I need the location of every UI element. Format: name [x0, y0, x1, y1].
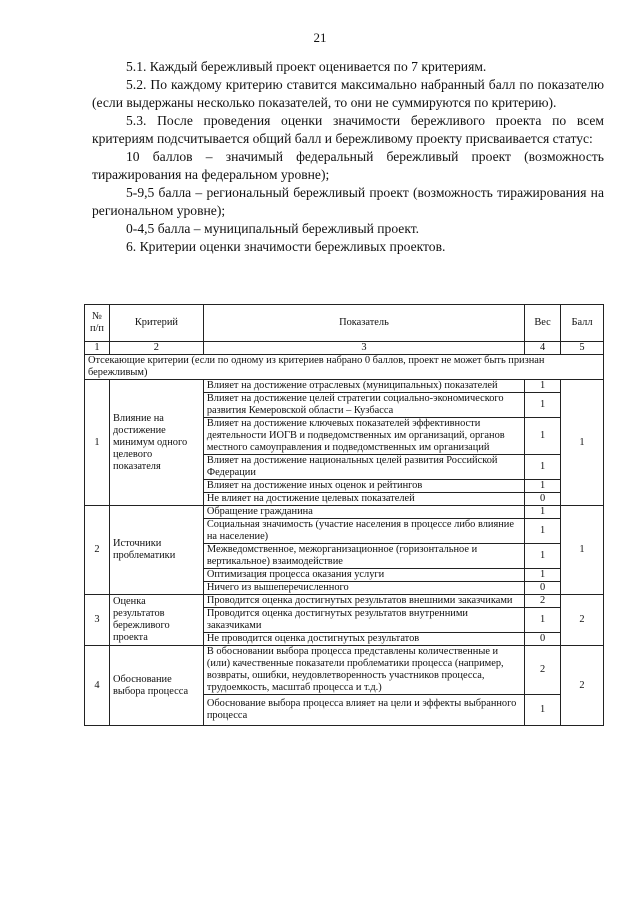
column-number: 4	[525, 342, 561, 355]
paragraph-6: 6. Критерии оценки значимости бережливых проектов.	[126, 239, 446, 254]
page-number: 21	[313, 30, 327, 45]
group-criterion: Влияние на достижение минимум одного целевого показателя	[109, 380, 203, 506]
group-num: 1	[85, 380, 110, 506]
indicator-cell: В обосновании выбора процесса представлены количественные и (или) качественные показатели проблематики процесса (например, возвраты, ошибки, неудовлетворенность участников процесса, трудоемкость, масштаб процесса и т.д.)	[203, 646, 524, 695]
weight-cell: 1	[525, 608, 561, 633]
weight-cell: 0	[525, 582, 561, 595]
header-indicator: Показатель	[203, 305, 524, 342]
table-row	[85, 595, 604, 608]
indicator-cell: Влияет на достижение целей стратегии социально-экономического развития Кемеровской области – Кузбасса	[203, 393, 524, 418]
column-number: 1	[85, 342, 110, 355]
weight-cell: 1	[525, 506, 561, 519]
cutoff-note-row	[85, 355, 604, 380]
table-row	[85, 646, 604, 695]
indicator-cell: Не проводится оценка достигнутых результатов	[203, 633, 524, 646]
weight-cell: 1	[525, 380, 561, 393]
group-num: 3	[85, 595, 110, 646]
group-score: 1	[561, 380, 604, 506]
column-number: 2	[109, 342, 203, 355]
indicator-cell: Влияет на достижение отраслевых (муниципальных) показателей	[203, 380, 524, 393]
group-num: 4	[85, 646, 110, 726]
weight-cell: 1	[525, 393, 561, 418]
table-row	[85, 380, 604, 393]
indicator-cell: Межведомственное, межорганизационное (горизонтальное и вертикальное) взаимодействие	[203, 544, 524, 569]
weight-cell: 1	[525, 418, 561, 455]
header-criterion: Критерий	[109, 305, 203, 342]
indicator-cell: Влияет на достижение национальных целей развития Российской Федерации	[203, 455, 524, 480]
body-text	[92, 58, 604, 256]
column-number-row	[85, 342, 604, 355]
indicator-cell: Обоснование выбора процесса влияет на цели и эффекты выбранного процесса	[203, 695, 524, 726]
header-score: Балл	[561, 305, 604, 342]
group-score: 2	[561, 646, 604, 726]
indicator-cell: Социальная значимость (участие населения в процессе либо влияние на население)	[203, 519, 524, 544]
indicator-cell: Проводится оценка достигнутых результатов внутренними заказчиками	[203, 608, 524, 633]
column-number: 3	[203, 342, 524, 355]
weight-cell: 1	[525, 480, 561, 493]
header-num: № п/п	[85, 305, 110, 342]
weight-cell: 2	[525, 595, 561, 608]
group-num: 2	[85, 506, 110, 595]
weight-cell: 1	[525, 695, 561, 726]
weight-cell: 1	[525, 519, 561, 544]
paragraph-status-regional: 5-9,5 балла – региональный бережливый проект (возможность тиражирования на региональном уровне);	[92, 185, 604, 218]
weight-cell: 1	[525, 569, 561, 582]
indicator-cell: Проводится оценка достигнутых результатов внешними заказчиками	[203, 595, 524, 608]
paragraph-5-2: 5.2. По каждому критерию ставится максимально набранный балл по показателю (если выдержаны несколько показателей, то они не суммируются по критерию).	[92, 77, 604, 110]
weight-cell: 1	[525, 544, 561, 569]
paragraph-5-3: 5.3. После проведения оценки значимости бережливого проекта по всем критериям подсчитывается общий балл и бережливому проекту присваивается статус:	[92, 113, 604, 146]
indicator-cell: Ничего из вышеперечисленного	[203, 582, 524, 595]
weight-cell: 1	[525, 455, 561, 480]
table-row	[85, 506, 604, 519]
column-number: 5	[561, 342, 604, 355]
group-criterion: Обоснование выбора процесса	[109, 646, 203, 726]
criteria-table	[84, 304, 604, 726]
indicator-cell: Обращение гражданина	[203, 506, 524, 519]
paragraph-status-municipal: 0-4,5 балла – муниципальный бережливый проект.	[126, 221, 420, 236]
weight-cell: 2	[525, 646, 561, 695]
table-header-row	[85, 305, 604, 342]
indicator-cell: Влияет на достижение ключевых показателей эффективности деятельности ИОГВ и подведомственных им организаций, органов местного самоуправления и подведомственных им организаций	[203, 418, 524, 455]
indicator-cell: Оптимизация процесса оказания услуги	[203, 569, 524, 582]
indicator-cell: Не влияет на достижение целевых показателей	[203, 493, 524, 506]
paragraph-5-1: 5.1. Каждый бережливый проект оценивается по 7 критериям.	[126, 59, 487, 74]
weight-cell: 0	[525, 633, 561, 646]
weight-cell: 0	[525, 493, 561, 506]
cutoff-note: Отсекающие критерии (если по одному из критериев набрано 0 баллов, проект не может быть признан бережливым)	[85, 355, 604, 380]
indicator-cell: Влияет на достижение иных оценок и рейтингов	[203, 480, 524, 493]
group-score: 1	[561, 506, 604, 595]
group-score: 2	[561, 595, 604, 646]
group-criterion: Оценка результатов бережливого проекта	[109, 595, 203, 646]
header-weight: Вес	[525, 305, 561, 342]
group-criterion: Источники проблематики	[109, 506, 203, 595]
paragraph-status-federal: 10 баллов – значимый федеральный бережливый проект (возможность тиражирования на федеральном уровне);	[92, 149, 604, 182]
